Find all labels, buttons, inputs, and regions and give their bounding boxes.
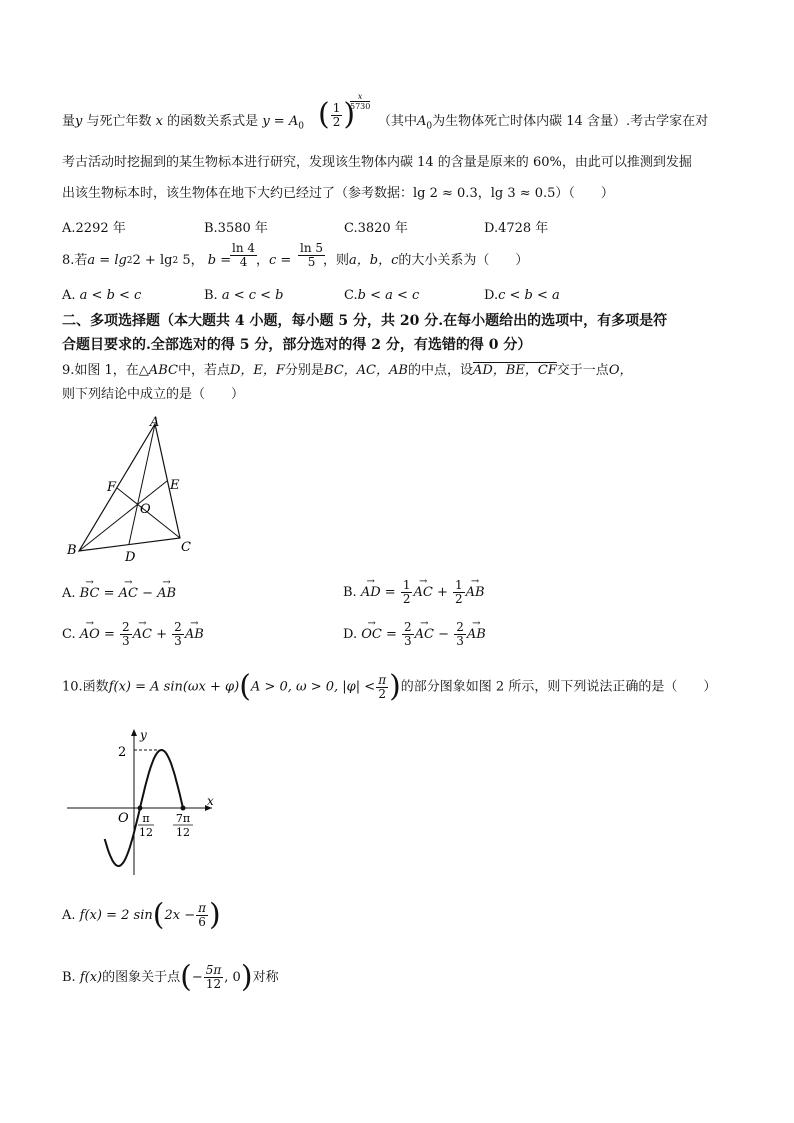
q7-text: 为生物体死亡时体内碳 14 含量）.考古学家在对 <box>432 114 709 129</box>
q9-stem-line2: 则下列结论中成立的是（ ） <box>62 387 245 402</box>
q7-option-a[interactable]: A.2292 年 <box>62 221 126 236</box>
q7-option-d[interactable]: D.4728 年 <box>484 221 549 236</box>
q9-option-a[interactable]: A. → BC = → AC − → AB <box>62 586 176 602</box>
tick2-num: 7π <box>175 812 191 825</box>
q7-var-x: x <box>155 114 164 129</box>
median-be <box>79 481 167 551</box>
q8-option-c[interactable]: C.b < a < c <box>344 288 420 303</box>
y-label: y <box>140 728 147 742</box>
tick1-den: 12 <box>139 826 153 839</box>
label-o: O <box>140 502 151 517</box>
q8-text: 的大小关系为（ ） <box>398 253 529 268</box>
q8-expr-c: c = <box>269 253 292 268</box>
q7-formula-sub: 0 <box>298 121 304 132</box>
q7-text: （其中 <box>378 114 418 129</box>
q7-formula-power: ( $\frac{1}{2}$ ) <box>318 97 356 132</box>
median-ad <box>129 424 155 544</box>
q7-formula-lhs: y = A <box>262 114 299 129</box>
q9-option-d[interactable]: D. → OC = $\frac{2}{3}$ → AC − $\frac{2}{3}$ → AB <box>343 620 486 650</box>
q9-stem-line1: 9.如图 1，在△ABC中，若点D，E，F分别是BC，AC，AB的中点，设AD，BE，CF交于一点O， <box>62 363 633 378</box>
x-label: x <box>207 794 214 808</box>
max-label: 2 <box>118 745 127 760</box>
q7-var-A: A <box>417 114 427 129</box>
q10-stem: 10.函数f(x) = A sin(ωx + φ)(A > 0, ω > 0, |φ| < $\frac{\pi}{2}$ )的部分图象如图 2 所示，则下列说法正确的是（ ） <box>62 669 717 704</box>
q10-graph-figure <box>62 725 220 880</box>
q8-stem-part3 <box>323 253 528 269</box>
q8-sup: 2 <box>126 256 133 266</box>
q7-line2: 考古活动时挖掘到的某生物标本进行研究，发现该生物体内碳 14 的含量是原来的 60%，由此可以推测到发掘 <box>62 155 692 170</box>
q8-expr-b: b = <box>207 253 232 268</box>
q7-text: 的函数关系式是 <box>167 114 259 129</box>
label-c: C <box>181 540 191 555</box>
q8-stem-part2 <box>256 253 291 269</box>
q10-option-b[interactable]: B. f(x)的图象关于点(− $\frac{5\pi}{12}$ , 0)对称 <box>62 959 279 995</box>
q8-vars: a，b，c <box>349 253 399 268</box>
q8-expr: 2 + lg <box>132 253 173 268</box>
q7-line1-tail <box>378 114 708 135</box>
q8-frac-c: $\frac{\ln 5}{5}$ <box>300 241 324 269</box>
q7-var-y: y <box>75 114 83 129</box>
q7-sub: 0 <box>426 121 433 132</box>
triangle-abc <box>79 424 180 551</box>
label-b: B <box>67 543 77 558</box>
q10-option-a[interactable]: A. f(x) = 2 sin(2x − $\frac{\pi}{6}$ ) <box>62 897 221 933</box>
label-a: A <box>150 415 160 430</box>
q8-text: ，则 <box>323 253 350 268</box>
tick1-num: π <box>142 812 150 825</box>
q9-option-b[interactable]: B. → AD = $\frac{1}{2}$ → AC + $\frac{1}{2}$ → AB <box>343 578 485 608</box>
q9-triangle-figure <box>62 412 202 567</box>
label-e: E <box>170 478 180 493</box>
section2-heading-line2: 合题目要求的.全部选对的得 5 分，部分选对的得 2 分，有选错的得 0 分） <box>62 337 532 353</box>
q8-option-d[interactable]: D.c < b < a <box>484 288 560 303</box>
q7-text: 与死亡年数 <box>86 114 152 129</box>
q7-line1 <box>62 114 304 135</box>
q8-option-b[interactable]: B. a < c < b <box>204 288 284 303</box>
zero-point-2 <box>181 806 186 811</box>
q7-text: 量 <box>62 114 76 129</box>
q8-expr-a: a = lg <box>87 253 127 268</box>
q8-text: ， <box>256 253 270 268</box>
q8-stem-part1 <box>62 253 231 269</box>
label-f: F <box>107 480 117 495</box>
origin-label: O <box>118 811 129 826</box>
q7-line3: 出该生物标本时，该生物体在地下大约已经过了（参考数据：lg 2 ≈ 0.3，lg 3 ≈ 0.5）（ ） <box>62 186 614 201</box>
label-d: D <box>125 550 136 565</box>
q7-option-b[interactable]: B.3580 年 <box>204 221 268 236</box>
q8-expr: 5， <box>178 253 204 268</box>
zero-point-1 <box>138 806 143 811</box>
q9-option-c[interactable]: C. → AO = $\frac{2}{3}$ → AC + $\frac{2}{3}$ → AB <box>62 620 204 650</box>
q8-sup: 2 <box>172 256 179 266</box>
tick2-den: 12 <box>176 826 190 839</box>
q7-option-c[interactable]: C.3820 年 <box>344 221 408 236</box>
q8-frac-b: $\frac{\ln 4}{4}$ <box>232 241 256 269</box>
q7-frac-half: $\frac{1}{2}$ <box>332 100 341 129</box>
q8-option-a[interactable]: A. a < b < c <box>62 288 142 303</box>
q7-exponent: x 5730 <box>350 92 371 111</box>
section2-heading-line1: 二、多项选择题（本大题共 4 小题，每小题 5 分，共 20 分.在每小题给出的选项中，有多项是符 <box>62 313 668 329</box>
y-axis-arrow <box>131 729 137 736</box>
q8-text: 8.若 <box>62 253 88 268</box>
